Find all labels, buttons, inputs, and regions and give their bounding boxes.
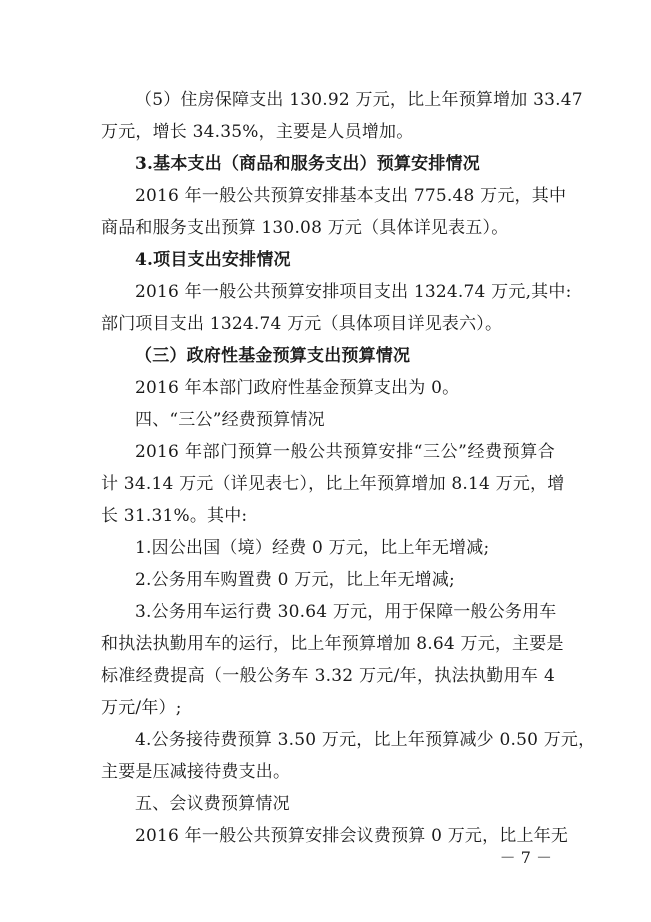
heading-project-expenditure: 4.项目支出安排情况 xyxy=(135,250,291,270)
paragraph-meeting-line-1: 2016 年一般公共预算安排会议费预算 0 万元，比上年无 xyxy=(135,826,569,846)
heading-government-fund: （三）政府性基金预算支出预算情况 xyxy=(135,346,411,366)
paragraph-basic-line-1: 2016 年一般公共预算安排基本支出 775.48 万元，其中 xyxy=(135,186,567,206)
paragraph-three-public-line-3: 长 31.31%。其中: xyxy=(101,506,248,526)
item-vehicle-operation-line-2: 和执法执勤用车的运行，比上年预算增加 8.64 万元，主要是 xyxy=(101,634,564,654)
paragraph-housing-line-2: 万元，增长 34.35%，主要是人员增加。 xyxy=(101,122,414,142)
heading-basic-expenditure: 3.基本支出（商品和服务支出）预算安排情况 xyxy=(135,154,480,174)
paragraph-government-fund: 2016 年本部门政府性基金预算支出为 0。 xyxy=(135,378,460,398)
item-vehicle-operation-line-3: 标准经费提高（一般公务车 3.32 万元/年，执法执勤用车 4 xyxy=(101,666,555,686)
item-vehicle-operation-line-4: 万元/年）; xyxy=(101,698,182,718)
paragraph-housing-line-1: （5）住房保障支出 130.92 万元，比上年预算增加 33.47 xyxy=(135,90,583,110)
paragraph-basic-line-2: 商品和服务支出预算 130.08 万元（具体详见表五）。 xyxy=(101,218,509,238)
paragraph-three-public-line-1: 2016 年部门预算一般公共预算安排“三公”经费预算合 xyxy=(135,442,555,462)
heading-three-public-expenses: 四、“三公”经费预算情况 xyxy=(135,410,325,430)
paragraph-three-public-line-2: 计 34.14 万元（详见表七），比上年预算增加 8.14 万元，增 xyxy=(101,474,565,494)
paragraph-project-line-2: 部门项目支出 1324.74 万元（具体项目详见表六）。 xyxy=(101,314,503,334)
item-overseas-travel: 1.因公出国（境）经费 0 万元，比上年无增减; xyxy=(135,538,490,558)
paragraph-project-line-1: 2016 年一般公共预算安排项目支出 1324.74 万元,其中: xyxy=(135,282,572,302)
item-vehicle-operation-line-1: 3.公务用车运行费 30.64 万元，用于保障一般公务用车 xyxy=(135,602,557,622)
page-number: － 7 － xyxy=(499,848,552,867)
item-reception-line-1: 4.公务接待费预算 3.50 万元，比上年预算减少 0.50 万元， xyxy=(135,730,596,750)
item-reception-line-2: 主要是压减接待费支出。 xyxy=(101,762,291,782)
item-vehicle-purchase: 2.公务用车购置费 0 万元，比上年无增减; xyxy=(135,570,455,590)
heading-meeting-expenses: 五、会议费预算情况 xyxy=(135,794,290,814)
